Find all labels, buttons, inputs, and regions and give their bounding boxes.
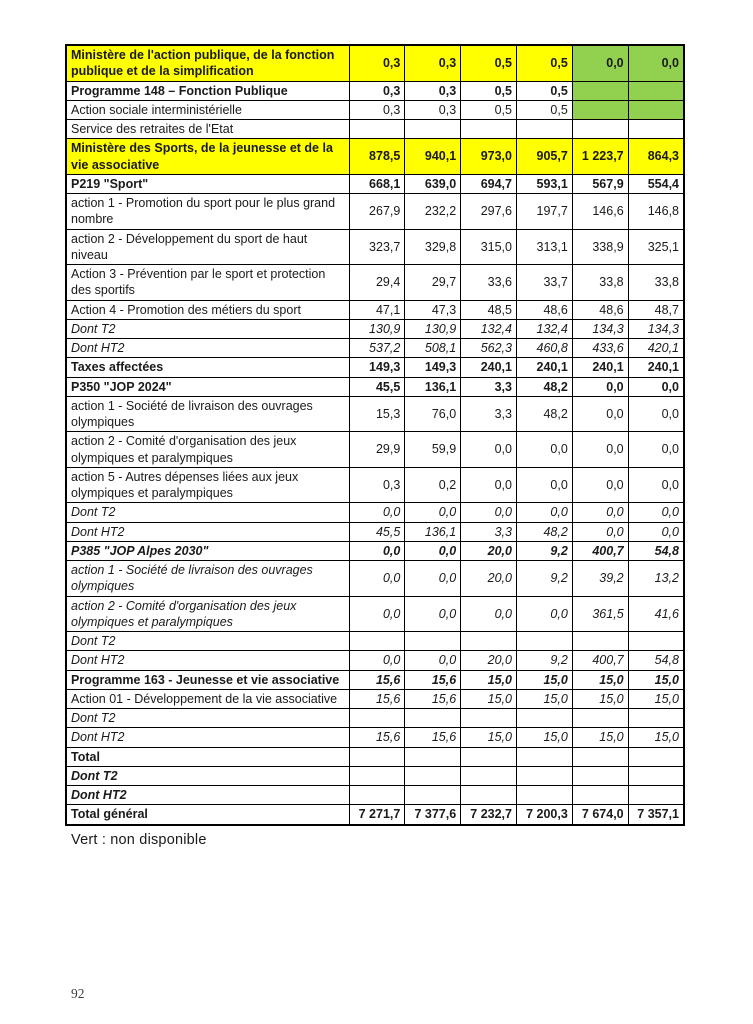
table-row xyxy=(66,339,684,358)
value-cell xyxy=(572,100,628,119)
value-cell: 15,0 xyxy=(628,689,684,708)
value-cell: 0,5 xyxy=(516,45,572,81)
value-cell: 0,3 xyxy=(349,45,405,81)
value-cell: 0,0 xyxy=(572,432,628,468)
table-row xyxy=(66,432,684,468)
table-row xyxy=(66,100,684,119)
value-cell xyxy=(628,632,684,651)
value-cell xyxy=(461,747,517,766)
value-cell: 54,8 xyxy=(628,541,684,560)
value-cell: 0,0 xyxy=(405,503,461,522)
value-cell: 0,0 xyxy=(516,467,572,503)
value-cell: 7 674,0 xyxy=(572,805,628,825)
table-row xyxy=(66,45,684,81)
value-cell: 0,0 xyxy=(572,377,628,396)
row-label: Programme 163 - Jeunesse et vie associative xyxy=(66,670,349,689)
table-row xyxy=(66,265,684,301)
row-label: P219 "Sport" xyxy=(66,174,349,193)
value-cell: 15,0 xyxy=(461,670,517,689)
value-cell: 3,3 xyxy=(461,396,517,432)
value-cell: 47,3 xyxy=(405,300,461,319)
table-row xyxy=(66,747,684,766)
value-cell: 134,3 xyxy=(572,319,628,338)
value-cell xyxy=(461,786,517,805)
value-cell: 7 357,1 xyxy=(628,805,684,825)
value-cell: 0,0 xyxy=(572,467,628,503)
value-cell: 146,8 xyxy=(628,194,684,230)
value-cell: 7 232,7 xyxy=(461,805,517,825)
value-cell: 0,0 xyxy=(516,432,572,468)
value-cell xyxy=(405,766,461,785)
value-cell: 0,0 xyxy=(572,45,628,81)
value-cell: 0,0 xyxy=(628,432,684,468)
table-row xyxy=(66,503,684,522)
table-row xyxy=(66,194,684,230)
value-cell xyxy=(349,747,405,766)
value-cell xyxy=(405,709,461,728)
value-cell: 15,6 xyxy=(405,689,461,708)
value-cell xyxy=(405,632,461,651)
value-cell: 29,7 xyxy=(405,265,461,301)
value-cell: 149,3 xyxy=(349,358,405,377)
value-cell: 508,1 xyxy=(405,339,461,358)
value-cell: 694,7 xyxy=(461,174,517,193)
value-cell xyxy=(572,120,628,139)
value-cell: 76,0 xyxy=(405,396,461,432)
table-row xyxy=(66,120,684,139)
value-cell xyxy=(628,766,684,785)
value-cell: 0,0 xyxy=(628,467,684,503)
table-row xyxy=(66,805,684,825)
value-cell: 0,0 xyxy=(349,596,405,632)
value-cell xyxy=(516,709,572,728)
row-label: Dont HT2 xyxy=(66,339,349,358)
row-label: Dont T2 xyxy=(66,632,349,651)
value-cell: 48,7 xyxy=(628,300,684,319)
value-cell xyxy=(572,632,628,651)
row-label: Dont HT2 xyxy=(66,651,349,670)
value-cell xyxy=(405,120,461,139)
row-label: Service des retraites de l'Etat xyxy=(66,120,349,139)
value-cell: 361,5 xyxy=(572,596,628,632)
row-label: Dont T2 xyxy=(66,503,349,522)
value-cell: 0,0 xyxy=(349,503,405,522)
value-cell: 323,7 xyxy=(349,229,405,265)
value-cell: 15,0 xyxy=(572,670,628,689)
value-cell: 15,0 xyxy=(572,728,628,747)
value-cell: 130,9 xyxy=(349,319,405,338)
value-cell xyxy=(349,709,405,728)
value-cell: 0,0 xyxy=(461,503,517,522)
table-row xyxy=(66,632,684,651)
value-cell: 297,6 xyxy=(461,194,517,230)
row-label: Programme 148 – Fonction Publique xyxy=(66,81,349,100)
value-cell: 45,5 xyxy=(349,377,405,396)
value-cell: 48,6 xyxy=(572,300,628,319)
value-cell: 562,3 xyxy=(461,339,517,358)
table-row xyxy=(66,651,684,670)
row-label: Dont T2 xyxy=(66,319,349,338)
value-cell: 0,0 xyxy=(572,396,628,432)
value-cell: 0,0 xyxy=(628,45,684,81)
value-cell: 0,5 xyxy=(516,100,572,119)
value-cell: 7 200,3 xyxy=(516,805,572,825)
value-cell: 537,2 xyxy=(349,339,405,358)
table-row xyxy=(66,377,684,396)
value-cell: 420,1 xyxy=(628,339,684,358)
row-label: P350 "JOP 2024" xyxy=(66,377,349,396)
value-cell: 48,6 xyxy=(516,300,572,319)
value-cell xyxy=(349,786,405,805)
value-cell xyxy=(516,747,572,766)
value-cell: 130,9 xyxy=(405,319,461,338)
table-row xyxy=(66,139,684,175)
page-content xyxy=(65,44,685,848)
value-cell: 33,6 xyxy=(461,265,517,301)
value-cell: 905,7 xyxy=(516,139,572,175)
value-cell: 338,9 xyxy=(572,229,628,265)
value-cell: 33,7 xyxy=(516,265,572,301)
table-row xyxy=(66,786,684,805)
row-label: action 2 - Développement du sport de haut niveau xyxy=(66,229,349,265)
value-cell: 668,1 xyxy=(349,174,405,193)
value-cell: 0,2 xyxy=(405,467,461,503)
row-label: Dont T2 xyxy=(66,766,349,785)
value-cell: 240,1 xyxy=(516,358,572,377)
value-cell: 325,1 xyxy=(628,229,684,265)
value-cell xyxy=(572,786,628,805)
value-cell xyxy=(572,747,628,766)
value-cell: 878,5 xyxy=(349,139,405,175)
row-label: Ministère des Sports, de la jeunesse et de la vie associative xyxy=(66,139,349,175)
value-cell: 136,1 xyxy=(405,377,461,396)
value-cell: 33,8 xyxy=(572,265,628,301)
value-cell: 15,6 xyxy=(405,670,461,689)
value-cell: 15,6 xyxy=(349,689,405,708)
value-cell: 3,3 xyxy=(461,522,517,541)
row-label: Dont HT2 xyxy=(66,522,349,541)
row-label: action 5 - Autres dépenses liées aux jeux olympiques et paralympiques xyxy=(66,467,349,503)
value-cell: 864,3 xyxy=(628,139,684,175)
value-cell xyxy=(405,747,461,766)
table-row xyxy=(66,81,684,100)
table-row xyxy=(66,229,684,265)
value-cell: 460,8 xyxy=(516,339,572,358)
row-label: Dont HT2 xyxy=(66,786,349,805)
table-row xyxy=(66,174,684,193)
row-label: Total xyxy=(66,747,349,766)
table-row xyxy=(66,396,684,432)
budget-table xyxy=(65,44,685,826)
value-cell xyxy=(516,766,572,785)
value-cell xyxy=(349,766,405,785)
value-cell: 639,0 xyxy=(405,174,461,193)
value-cell: 313,1 xyxy=(516,229,572,265)
row-label: action 2 - Comité d'organisation des jeux olympiques et paralympiques xyxy=(66,432,349,468)
value-cell xyxy=(349,632,405,651)
table-row xyxy=(66,596,684,632)
value-cell: 0,3 xyxy=(349,81,405,100)
value-cell: 7 271,7 xyxy=(349,805,405,825)
value-cell: 329,8 xyxy=(405,229,461,265)
value-cell: 48,2 xyxy=(516,396,572,432)
row-label: Total général xyxy=(66,805,349,825)
value-cell: 149,3 xyxy=(405,358,461,377)
value-cell: 240,1 xyxy=(572,358,628,377)
value-cell xyxy=(461,632,517,651)
value-cell: 13,2 xyxy=(628,561,684,597)
value-cell: 0,0 xyxy=(572,522,628,541)
value-cell xyxy=(572,81,628,100)
row-label: Ministère de l'action publique, de la fonction publique et de la simplification xyxy=(66,45,349,81)
value-cell: 0,5 xyxy=(461,81,517,100)
table-row xyxy=(66,689,684,708)
value-cell: 48,5 xyxy=(461,300,517,319)
row-label: Taxes affectées xyxy=(66,358,349,377)
value-cell: 136,1 xyxy=(405,522,461,541)
value-cell: 0,3 xyxy=(349,100,405,119)
value-cell xyxy=(461,120,517,139)
value-cell: 9,2 xyxy=(516,561,572,597)
row-label: P385 "JOP Alpes 2030" xyxy=(66,541,349,560)
value-cell: 0,3 xyxy=(405,100,461,119)
row-label: action 1 - Promotion du sport pour le plus grand nombre xyxy=(66,194,349,230)
value-cell xyxy=(461,766,517,785)
value-cell: 134,3 xyxy=(628,319,684,338)
table-row xyxy=(66,358,684,377)
value-cell: 315,0 xyxy=(461,229,517,265)
value-cell: 9,2 xyxy=(516,541,572,560)
value-cell: 59,9 xyxy=(405,432,461,468)
value-cell: 940,1 xyxy=(405,139,461,175)
value-cell: 0,0 xyxy=(405,541,461,560)
value-cell: 15,0 xyxy=(516,728,572,747)
value-cell: 0,0 xyxy=(405,651,461,670)
row-label: Dont T2 xyxy=(66,709,349,728)
value-cell xyxy=(628,81,684,100)
value-cell: 197,7 xyxy=(516,194,572,230)
value-cell: 0,0 xyxy=(628,503,684,522)
value-cell: 132,4 xyxy=(516,319,572,338)
value-cell: 593,1 xyxy=(516,174,572,193)
value-cell: 0,3 xyxy=(405,81,461,100)
value-cell: 29,9 xyxy=(349,432,405,468)
table-row xyxy=(66,522,684,541)
value-cell: 240,1 xyxy=(628,358,684,377)
value-cell: 400,7 xyxy=(572,651,628,670)
value-cell: 15,0 xyxy=(516,670,572,689)
value-cell: 146,6 xyxy=(572,194,628,230)
value-cell: 15,6 xyxy=(349,670,405,689)
value-cell xyxy=(461,709,517,728)
value-cell xyxy=(349,120,405,139)
value-cell: 554,4 xyxy=(628,174,684,193)
value-cell: 0,0 xyxy=(405,561,461,597)
table-row xyxy=(66,541,684,560)
value-cell xyxy=(572,709,628,728)
value-cell: 0,0 xyxy=(461,467,517,503)
value-cell: 15,0 xyxy=(461,728,517,747)
value-cell: 15,0 xyxy=(516,689,572,708)
value-cell: 973,0 xyxy=(461,139,517,175)
value-cell: 0,0 xyxy=(628,522,684,541)
value-cell: 240,1 xyxy=(461,358,517,377)
value-cell: 45,5 xyxy=(349,522,405,541)
table-row xyxy=(66,467,684,503)
value-cell: 48,2 xyxy=(516,377,572,396)
value-cell: 15,6 xyxy=(405,728,461,747)
value-cell: 0,5 xyxy=(461,100,517,119)
value-cell: 20,0 xyxy=(461,541,517,560)
value-cell: 33,8 xyxy=(628,265,684,301)
value-cell: 0,0 xyxy=(349,561,405,597)
value-cell: 433,6 xyxy=(572,339,628,358)
value-cell: 20,0 xyxy=(461,651,517,670)
value-cell: 232,2 xyxy=(405,194,461,230)
value-cell: 15,0 xyxy=(628,728,684,747)
value-cell: 15,0 xyxy=(572,689,628,708)
value-cell xyxy=(628,747,684,766)
value-cell: 7 377,6 xyxy=(405,805,461,825)
value-cell: 15,0 xyxy=(461,689,517,708)
table-row xyxy=(66,319,684,338)
value-cell: 0,0 xyxy=(349,541,405,560)
value-cell: 0,0 xyxy=(572,503,628,522)
page-number: 92 xyxy=(71,986,85,1001)
value-cell xyxy=(516,120,572,139)
value-cell xyxy=(516,786,572,805)
value-cell xyxy=(628,100,684,119)
value-cell: 29,4 xyxy=(349,265,405,301)
row-label: action 2 - Comité d'organisation des jeux olympiques et paralympiques xyxy=(66,596,349,632)
value-cell: 41,6 xyxy=(628,596,684,632)
value-cell xyxy=(628,120,684,139)
value-cell xyxy=(405,786,461,805)
value-cell: 0,0 xyxy=(461,432,517,468)
row-label: action 1 - Société de livraison des ouvrages olympiques xyxy=(66,561,349,597)
table-row xyxy=(66,670,684,689)
value-cell: 0,0 xyxy=(516,596,572,632)
value-cell: 132,4 xyxy=(461,319,517,338)
value-cell: 48,2 xyxy=(516,522,572,541)
table-row xyxy=(66,709,684,728)
value-cell: 1 223,7 xyxy=(572,139,628,175)
value-cell: 0,3 xyxy=(405,45,461,81)
legend-note: Vert : non disponible xyxy=(71,831,207,848)
table-row xyxy=(66,728,684,747)
value-cell: 15,3 xyxy=(349,396,405,432)
table-row xyxy=(66,561,684,597)
row-label: action 1 - Société de livraison des ouvrages olympiques xyxy=(66,396,349,432)
row-label: Action 01 - Développement de la vie associative xyxy=(66,689,349,708)
value-cell: 0,0 xyxy=(349,651,405,670)
value-cell: 567,9 xyxy=(572,174,628,193)
value-cell: 15,6 xyxy=(349,728,405,747)
value-cell: 0,5 xyxy=(516,81,572,100)
value-cell: 267,9 xyxy=(349,194,405,230)
value-cell: 15,0 xyxy=(628,670,684,689)
value-cell xyxy=(628,786,684,805)
value-cell: 54,8 xyxy=(628,651,684,670)
value-cell: 400,7 xyxy=(572,541,628,560)
value-cell: 0,0 xyxy=(628,396,684,432)
value-cell: 0,5 xyxy=(461,45,517,81)
value-cell: 0,0 xyxy=(461,596,517,632)
row-label: Dont HT2 xyxy=(66,728,349,747)
value-cell xyxy=(516,632,572,651)
value-cell: 39,2 xyxy=(572,561,628,597)
value-cell: 0,0 xyxy=(405,596,461,632)
value-cell: 47,1 xyxy=(349,300,405,319)
value-cell: 9,2 xyxy=(516,651,572,670)
value-cell xyxy=(628,709,684,728)
table-row xyxy=(66,766,684,785)
value-cell: 0,0 xyxy=(628,377,684,396)
value-cell: 3,3 xyxy=(461,377,517,396)
row-label: Action 4 - Promotion des métiers du sport xyxy=(66,300,349,319)
value-cell: 0,3 xyxy=(349,467,405,503)
table-row xyxy=(66,300,684,319)
value-cell: 20,0 xyxy=(461,561,517,597)
row-label: Action sociale interministérielle xyxy=(66,100,349,119)
value-cell: 0,0 xyxy=(516,503,572,522)
row-label: Action 3 - Prévention par le sport et protection des sportifs xyxy=(66,265,349,301)
value-cell xyxy=(572,766,628,785)
